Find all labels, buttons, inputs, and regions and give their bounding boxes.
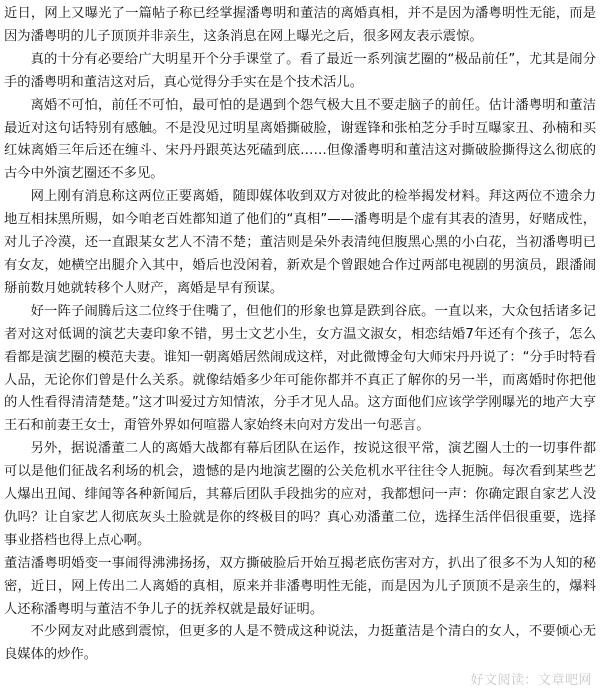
paragraph-4: 网上刚有消息称这两位正要离婚，随即媒体收到双方对彼此的检举揭发材料。拜这两位不遗余力地互相抹黑所赐，如今咱老百姓都知道了他们的“真相”——潘粤明是个虚有其表的渣男，好赌成性，对儿子冷漠，还一直跟某女艺人不清不楚；董洁则是朵外表清纯但腹黑心黑的小白花，当初潘粤明已有女友，她横空出腿介入其中，婚后也没闲着，新欢是个曾跟她合作过两部电视剧的男演员，跟潘闹掰前数月她就转移个人财产，离婚是早有预谋。 bbox=[4, 189, 596, 296]
paragraph-7: 董洁潘粤明婚变一事闹得沸沸扬扬，双方撕破脸后开始互揭老底伤害对方，扒出了很多不为人知的秘密，近日，网上传出二人离婚的真相，原来并非潘粤明性无能，而是因为儿子顶顶不是亲生的，爆料人还称潘粤明与董洁不争儿子的抚养权就是最好证明。 bbox=[4, 555, 596, 617]
article-body bbox=[4, 3, 596, 667]
paragraph-6: 另外，据说潘董二人的离婚大战都有幕后团队在运作，按说这很平常，演艺圈人士的一切事件都可以是他们征战名利场的机会，遗憾的是内地演艺圈的公关危机水平往往令人扼腕。每次看到某些艺人爆出丑闻、绯闻等各种新闻后，其幕后团队手段拙劣的应对，我都想问一声：你确定跟自家艺人没仇吗？让自家艺人彻底灰头土脸就是你的终极目的吗？真心劝潘董二位，选择生活伴侣很重要，选择事业搭档也得上点心啊。 bbox=[4, 441, 596, 548]
paragraph-5: 好一阵子闹腾后这二位终于住嘴了，但他们的形象也算是跌到谷底。一直以来，大众包括诸多记者对这对低调的演艺夫妻印象不错，男士文艺小生，女方温文淑女，相恋结婚7年还有个孩子，怎么看都是演艺圈的模范夫妻。谁知一朝离婚居然闹成这样，对此微博金句大师宋丹丹说了：“分手时特看人品，无论你们曾是什么关系。就像结婚多少年可能你都并不真正了解你的另一半，而离婚时你把他的人性看得清清楚楚。”这才叫爱过方知情浓，分手才见人品。这方面他们应该学学刚曝光的地产大亨王石和前妻王女士，甭管外界如何喧嚣人家始终未向对方发出一句恶言。 bbox=[4, 303, 596, 434]
paragraph-1: 近日，网上又曝光了一篇帖子称已经掌握潘粤明和董洁的离婚真相，并不是因为潘粤明性无能，而是因为潘粤明的儿子顶顶并非亲生，这条消息在网上曝光之后，很多网友表示震惊。 bbox=[4, 6, 596, 44]
paragraph-3: 离婚不可怕，前任不可怕，最可怕的是遇到个怨气极大且不要走脑子的前任。估计潘粤明和董洁最近对这句话特别有感触。不是没见过明星离婚撕破脸，谢霆锋和张柏芝分手时互曝家丑、孙楠和买红妹离婚三年后还在缠斗、宋丹丹跟英达死磕到底……但像潘粤明和董洁这对撕破脸撕得这么彻底的古今中外演艺圈还不多见。 bbox=[4, 97, 596, 182]
paragraph-8: 不少网友对此感到震惊，但更多的人是不赞成这种说法，力挺董洁是个清白的女人，不要倾心无良媒体的炒作。 bbox=[4, 624, 596, 663]
site-watermark: 好文阅读：文章吧网 bbox=[470, 673, 592, 688]
paragraph-2: 真的十分有必要给广大明星开个分手课堂了。看了最近一系列演艺圈的“极品前任”，尤其是闹分手的潘粤明和董洁这对后，真心觉得分手实在是个技术活儿。 bbox=[4, 51, 596, 90]
